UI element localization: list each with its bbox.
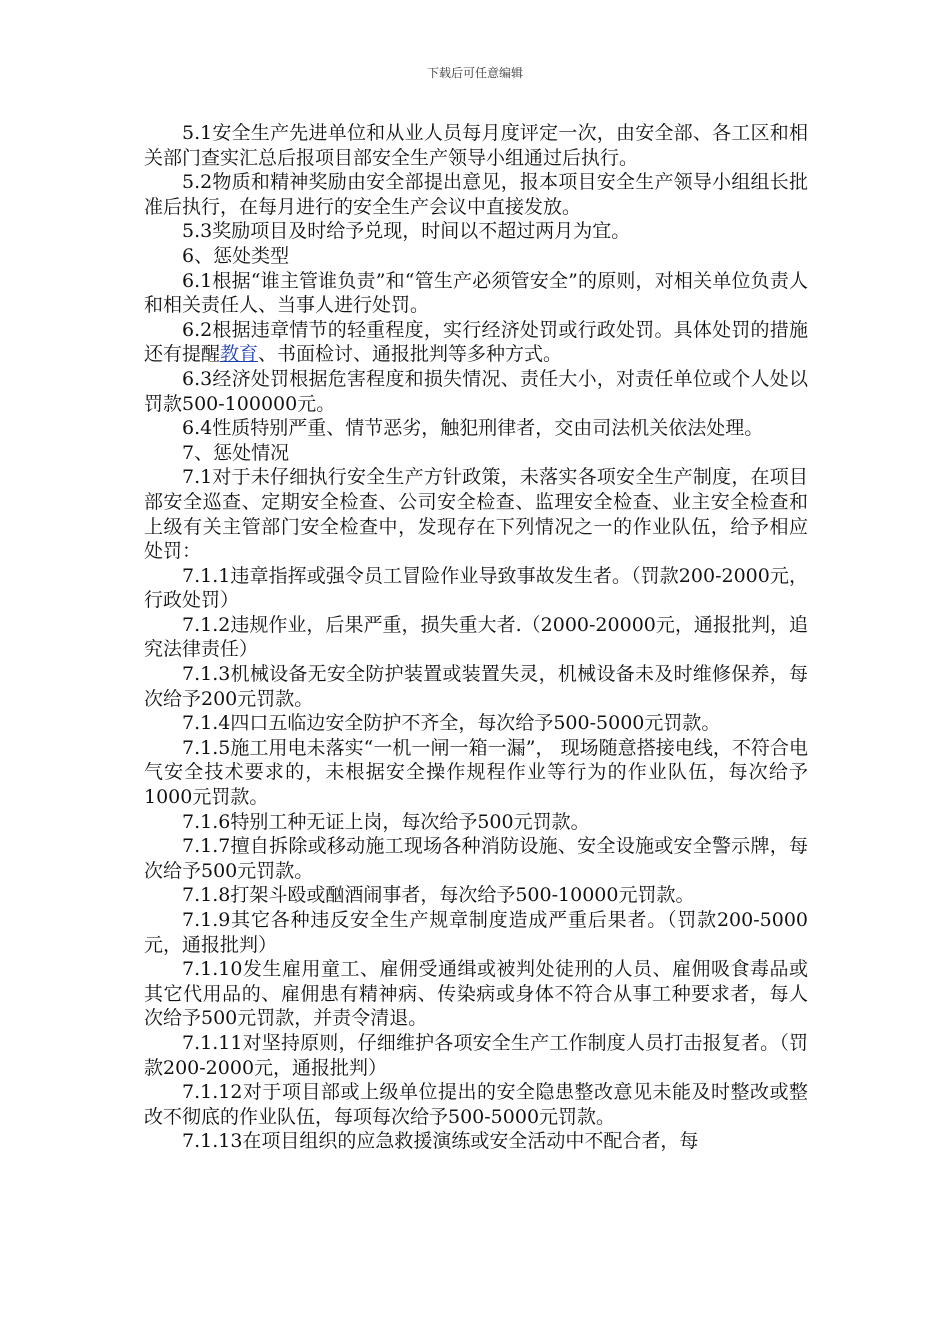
paragraph-7-1-12: 7.1.12对于项目部或上级单位提出的安全隐患整改意见未能及时整改或整改不彻底的作业队伍，每项每次给予500-5000元罚款。 [144,1081,808,1128]
paragraph-5-1: 5.1安全生产先进单位和从业人员每月度评定一次，由安全部、各工区和相关部门查实汇总后报项目部安全生产领导小组通过后执行。 [144,122,808,169]
paragraph-7-1-4: 7.1.4四口五临边安全防护不齐全，每次给予500-5000元罚款。 [182,712,721,735]
paragraph-7-1-2: 7.1.2违规作业，后果严重，损失重大者.（2000-20000元，通报批判，追究法律责任） [144,613,808,661]
education-link[interactable]: 教育 [220,343,259,366]
section-heading-6: 6、惩处类型 [182,244,290,267]
document-body [144,121,808,1154]
paragraph-6-3: 6.3经济处罚根据危害程度和损失情况、责任大小，对责任单位或个人处以罚款500-100000元。 [144,367,808,415]
paragraph-6-4: 6.4性质特别严重、情节恶劣，触犯刑律者，交由司法机关依法处理。 [182,417,764,440]
paragraph-6-1: 6.1根据“谁主管谁负责”和“管生产必须管安全”的原则，对相关单位负责人和相关责任人、当事人进行处罚。 [144,269,808,317]
paragraph-7-1: 7.1对于未仔细执行安全生产方针政策，未落实各项安全生产制度，在项目部安全巡查、定期安全检查、公司安全检查、监理安全检查、业主安全检查和上级有关主管部门安全检查中，发现存在下列情况之一的作业队伍，给予相应处罚： [144,466,808,563]
paragraph-7-1-8: 7.1.8打架斗殴或酗酒闹事者，每次给予500-10000元罚款。 [182,884,695,907]
paragraph-7-1-5: 7.1.5施工用电未落实“一机一闸一箱一漏”， 现场随意搭接电线，不符合电气安全技术要求的，未根据安全操作规程作业等行为的作业队伍，每次给予1000元罚款。 [144,736,808,809]
paragraph-7-1-9: 7.1.9其它各种违反安全生产规章制度造成严重后果者。（罚款200-5000元，通报批判） [144,909,808,956]
paragraph-5-3: 5.3奖励项目及时给予兑现，时间以不超过两月为宜。 [182,220,631,243]
paragraph-7-1-13: 7.1.13在项目组织的应急救援演练或安全活动中不配合者，每 [182,1130,699,1153]
paragraph-6-2-tail: 、书面检讨、通报批判等多种方式。 [258,343,563,366]
header-note: 下载后可任意编辑 [426,66,523,80]
paragraph-7-1-11: 7.1.11对坚持原则，仔细维护各项安全生产工作制度人员打击报复者。（罚款200-2000元，通报批判） [144,1031,808,1079]
paragraph-7-1-6: 7.1.6特别工种无证上岗，每次给予500元罚款。 [182,810,590,833]
paragraph-7-1-7: 7.1.7擅自拆除或移动施工现场各种消防设施、安全设施或安全警示牌，每次给予500元罚款。 [144,835,808,882]
section-heading-7: 7、惩处情况 [182,441,290,464]
paragraph-7-1-1: 7.1.1违章指挥或强令员工冒险作业导致事故发生者。（罚款200-2000元，行政处罚） [144,564,808,612]
paragraph-7-1-10: 7.1.10发生雇用童工、雇佣受通缉或被判处徒刑的人员、雇佣吸食毒品或其它代用品的、雇佣患有精神病、传染病或身体不符合从事工种要求者，每人次给予500元罚款，并责令清退。 [144,958,808,1030]
paragraph-7-1-3: 7.1.3机械设备无安全防护装置或装置失灵，机械设备未及时维修保养，每次给予200元罚款。 [144,663,808,710]
paragraph-6-2 [144,318,808,367]
paragraph-5-2: 5.2物质和精神奖励由安全部提出意见，报本项目安全生产领导小组组长批准后执行，在每月进行的安全生产会议中直接发放。 [144,171,808,218]
paragraph-6-2-text: 6.2根据违章情节的轻重程度，实行经济处罚或行政处罚。具体处罚的措施还有提醒 [144,318,808,366]
